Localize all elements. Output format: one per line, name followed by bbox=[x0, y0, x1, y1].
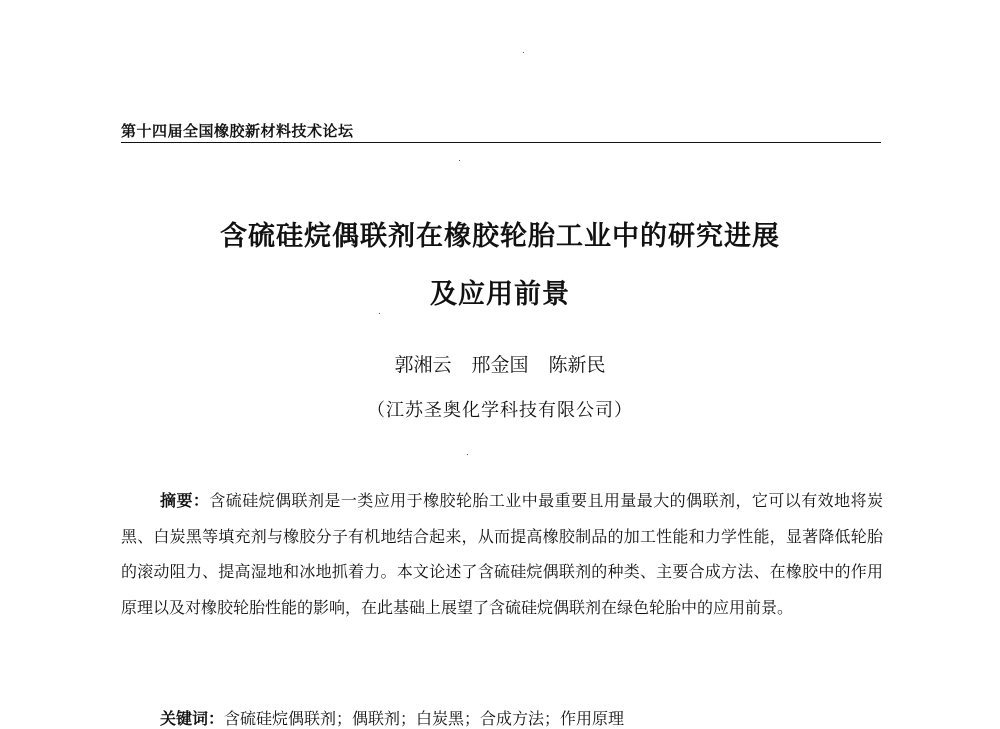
affiliation: （江苏圣奥化学科技有限公司） bbox=[367, 400, 633, 421]
keywords bbox=[160, 706, 624, 729]
keywords-label: 关键词： bbox=[160, 709, 225, 728]
abstract bbox=[121, 483, 883, 625]
paper-title-line-2: 及应用前景 bbox=[430, 279, 570, 310]
keywords-text: 含硫硅烷偶联剂；偶联剂；白炭黑；合成方法；作用原理 bbox=[224, 709, 625, 728]
author-list: 郭湘云 邢金国 陈新民 bbox=[394, 354, 606, 376]
header-rule bbox=[121, 142, 881, 143]
scan-speck bbox=[459, 160, 460, 161]
running-header: 第十四届全国橡胶新材料技术论坛 bbox=[121, 122, 354, 140]
scan-speck bbox=[523, 52, 524, 53]
abstract-label: 摘要： bbox=[160, 491, 210, 510]
paper-title-line-1: 含硫硅烷偶联剂在橡胶轮胎工业中的研究进展 bbox=[220, 221, 780, 252]
scan-speck bbox=[467, 454, 468, 455]
abstract-text: 含硫硅烷偶联剂是一类应用于橡胶轮胎工业中最重要且用量最大的偶联剂，它可以有效地将炭黑、白炭黑等填充剂与橡胶分子有机地结合起来，从而提高橡胶制品的加工性能和力学性能，显著降低轮胎的滚动阻力、提高湿地和冰地抓着力。本文论述了含硫硅烷偶联剂的种类、主要合成方法、在橡胶中的作用原理以及对橡胶轮胎性能的影响，在此基础上展望了含硫硅烷偶联剂在绿色轮胎中的应用前景。 bbox=[121, 491, 883, 617]
scan-speck bbox=[379, 313, 380, 314]
